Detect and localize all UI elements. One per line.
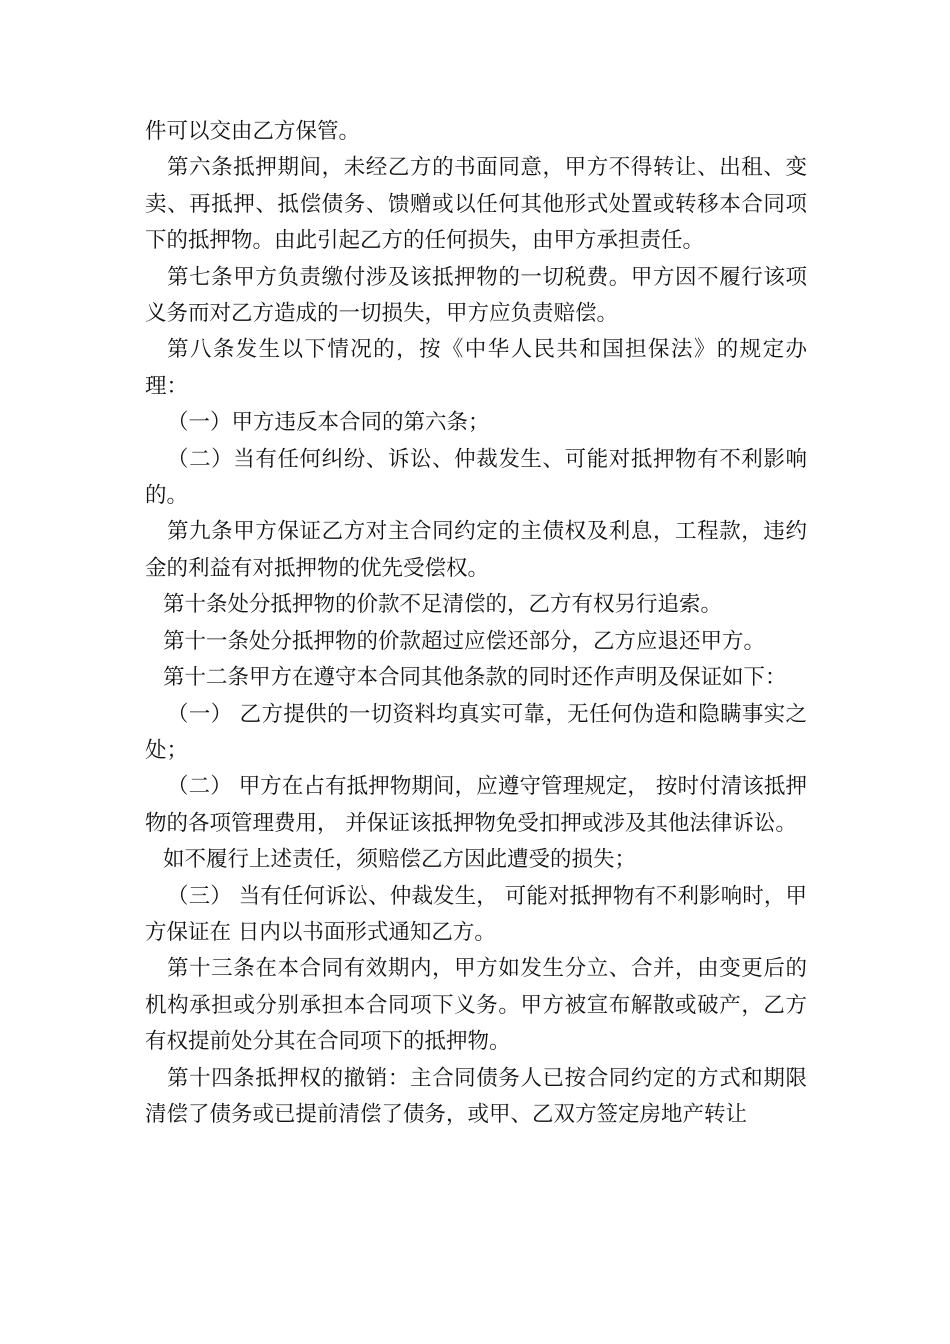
paragraph-article-10: 第十条处分抵押物的价款不足清偿的，乙方有权另行追索。 (163, 592, 723, 618)
paragraph-article-12-item-3: （三） 当有任何诉讼、仲裁发生， 可能对抵押物有不利影响时，甲方保证在 日内以书面形式通知乙方。 (145, 883, 807, 945)
paragraph-article-9: 第九条甲方保证乙方对主合同约定的主债权及利息，工程款，违约金的利益有对抵押物的优先受偿权。 (145, 519, 807, 581)
paragraph-article-12: 第十二条甲方在遵守本合同其他条款的同时还作声明及保证如下： (163, 665, 787, 691)
paragraph-article-13: 第十三条在本合同有效期内，甲方如发生分立、合并，由变更后的机构承担或分别承担本合同项下义务。甲方被宣布解散或破产，乙方有权提前处分其在合同项下的抵押物。 (145, 956, 807, 1055)
paragraph-article-7: 第七条甲方负责缴付涉及该抵押物的一切税费。甲方因不履行该项义务而对乙方造成的一切损失，甲方应负责赔偿。 (145, 264, 807, 327)
paragraph-article-8-item-2: （二）当有任何纠纷、诉讼、仲裁发生、可能对抵押物有不利影响的。 (145, 446, 807, 509)
paragraph-article-12-note: 如不履行上述责任，须赔偿乙方因此遭受的损失； (163, 847, 637, 873)
paragraph-article-8: 第八条发生以下情况的，按《中华人民共和国担保法》的规定办理： (145, 337, 807, 399)
paragraph-article-8-item-1: （一）甲方违反本合同的第六条； (167, 410, 490, 436)
paragraph-article-12-item-2: （二） 甲方在占有抵押物期间，应遵守管理规定， 按时付清该抵押物的各项管理费用， 并保证该抵押物免受扣押或涉及其他法律诉讼。 (145, 774, 807, 836)
paragraph-article-11: 第十一条处分抵押物的价款超过应偿还部分，乙方应退还甲方。 (163, 628, 766, 654)
paragraph-article-6: 第六条抵押期间，未经乙方的书面同意，甲方不得转让、出租、变卖、再抵押、抵偿债务、馈赠或以任何其他形式处置或转移本合同项下的抵押物。由此引起乙方的任何损失，由甲方承担责任。 (145, 155, 807, 254)
paragraph-article-14: 第十四条抵押权的撤销：主合同债务人已按合同约定的方式和期限清偿了债务或已提前清偿了债务，或甲、乙双方签定房地产转让 (145, 1065, 807, 1127)
paragraph-continuation: 件可以交由乙方保管。 (145, 119, 361, 144)
document-body (145, 114, 807, 1133)
paragraph-article-12-item-1: （一） 乙方提供的一切资料均真实可靠，无任何伪造和隐瞒事实之处； (145, 701, 807, 763)
